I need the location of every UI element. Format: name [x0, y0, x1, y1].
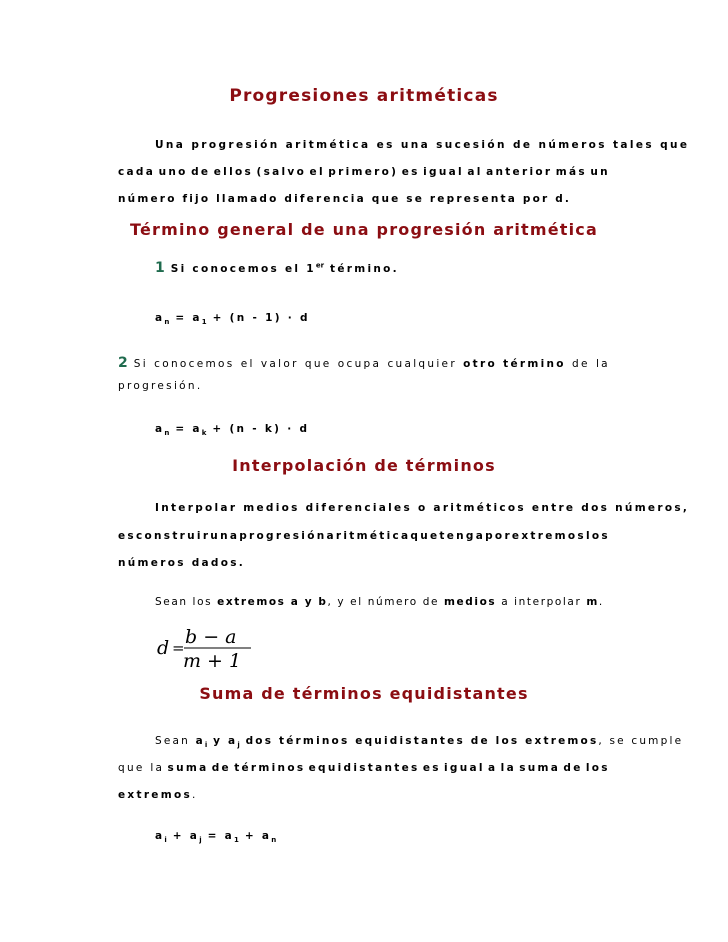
word: de [191, 166, 211, 178]
section-heading-suma: Suma de términos equidistantes [199, 684, 529, 703]
formula-symbol: = a [169, 423, 202, 435]
formula-symbol: = a [201, 830, 235, 842]
item-text: Si conocemos el 1 [170, 263, 316, 275]
bold-word: término [503, 358, 566, 370]
text: . [598, 596, 604, 608]
item-1 [155, 260, 399, 276]
word: aritmética [326, 530, 411, 542]
text: Sean [155, 735, 196, 747]
intro-line-2 [118, 166, 610, 178]
formula-symbol: a [155, 312, 165, 324]
word: una [210, 530, 240, 542]
word: valor [260, 358, 299, 370]
sean-los-line [155, 596, 604, 608]
formula-term-general-2 [155, 423, 309, 437]
item-2-line-1 [118, 355, 610, 371]
word: un [590, 166, 610, 178]
superscript: er [315, 261, 325, 270]
word: cada [118, 166, 156, 178]
item-lead [118, 355, 148, 371]
subscript: k [201, 429, 207, 438]
word: tenga [439, 530, 486, 542]
bold-text: m [586, 596, 599, 608]
bold-word: igual [444, 762, 485, 774]
word: que [410, 530, 440, 542]
subscript: i [204, 741, 208, 750]
bold-text: medios [444, 596, 497, 608]
interp-line-1: Interpolar medios diferenciales o aritméticos entre dos números, [155, 502, 690, 514]
word: progresión [239, 530, 327, 542]
bold-word: a [488, 762, 498, 774]
subscript: n [164, 429, 170, 438]
word: ocupa [337, 358, 382, 370]
bold-word: términos [234, 762, 306, 774]
formula-symbol: + (n - k) · d [206, 423, 310, 435]
bold-text: extremos a y b [217, 596, 328, 608]
bold-word: es [422, 762, 441, 774]
formula-symbol: = a [169, 312, 202, 324]
formula-eq: = [172, 639, 185, 657]
formula-numerator: b − a [185, 627, 237, 648]
formula-symbol: a [155, 830, 165, 842]
bold-word: otro [463, 358, 497, 370]
section-heading-interpolacion: Interpolación de términos [232, 456, 496, 475]
word: es [401, 166, 420, 178]
formula-term-general-1 [155, 312, 310, 326]
subscript: j [199, 836, 202, 845]
subscript: j [237, 741, 240, 750]
word: ellos [213, 166, 254, 178]
bold-word: de [211, 762, 231, 774]
word: es [118, 530, 136, 542]
bold-text: a [195, 735, 205, 747]
subscript: 1 [201, 318, 207, 327]
intro-line-3: número fijo llamado diferencia que se representa por d. [118, 193, 572, 205]
section-heading-termino-general: Término general de una progresión aritmética [129, 220, 598, 239]
bold-word: de [563, 762, 583, 774]
text: . [192, 789, 198, 801]
word: extremos [511, 530, 586, 542]
bold-word: los [585, 762, 610, 774]
interp-line-3: números dados. [118, 557, 246, 569]
formula-lhs: d [157, 637, 170, 659]
subscript: 1 [234, 836, 239, 845]
word: más [555, 166, 587, 178]
bold-word: suma [167, 762, 209, 774]
word: uno [158, 166, 188, 178]
word: construir [135, 530, 211, 542]
bold-text: extremos [118, 789, 193, 801]
bold-word: suma [519, 762, 561, 774]
word: los [585, 530, 610, 542]
word: la [595, 358, 610, 370]
bold-word: equidistantes [308, 762, 420, 774]
suma-line-1 [155, 735, 683, 749]
difference-formula [155, 627, 265, 669]
bold-word: la [500, 762, 516, 774]
text: , y el número de [327, 596, 444, 608]
item-2-line-2: progresión. [118, 380, 203, 392]
word: al [467, 166, 483, 178]
bold-text: y a [207, 735, 238, 747]
word: que [304, 358, 332, 370]
bold-text: dos términos equidistantes de los extremos [239, 735, 599, 747]
subscript: i [164, 836, 167, 845]
formula-symbol: + a [166, 830, 200, 842]
interp-line-2 [118, 530, 610, 542]
item-text-tail: término. [330, 263, 399, 275]
word: el [309, 166, 325, 178]
word: (salvo [256, 166, 307, 178]
text: , se cumple [598, 735, 684, 747]
subscript: n [164, 318, 170, 327]
formula-symbol: a [155, 423, 165, 435]
word: cualquier [387, 358, 457, 370]
item-number: 2 [118, 355, 128, 371]
formula-symbol: + a [238, 830, 272, 842]
word: el [240, 358, 255, 370]
text: a interpolar [496, 596, 587, 608]
intro-line-1: Una progresión aritmética es una sucesión de números tales que [155, 139, 690, 151]
word: conocemos [154, 358, 235, 370]
word: por [485, 530, 512, 542]
subscript: n [271, 836, 277, 845]
item-number: 1 [155, 260, 165, 276]
formula-denominator: m + 1 [183, 650, 242, 669]
formula-suma [155, 830, 276, 844]
text: Sean los [155, 596, 218, 608]
suma-line-3 [118, 789, 198, 801]
word: de [572, 358, 590, 370]
word: anterior [486, 166, 553, 178]
formula-symbol: + (n - 1) · d [206, 312, 310, 324]
text: que la [118, 762, 165, 774]
word: igual [423, 166, 464, 178]
page-title: Progresiones aritméticas [229, 86, 499, 106]
suma-line-2 [118, 762, 610, 774]
word: Si [133, 358, 148, 370]
word: primero) [328, 166, 399, 178]
